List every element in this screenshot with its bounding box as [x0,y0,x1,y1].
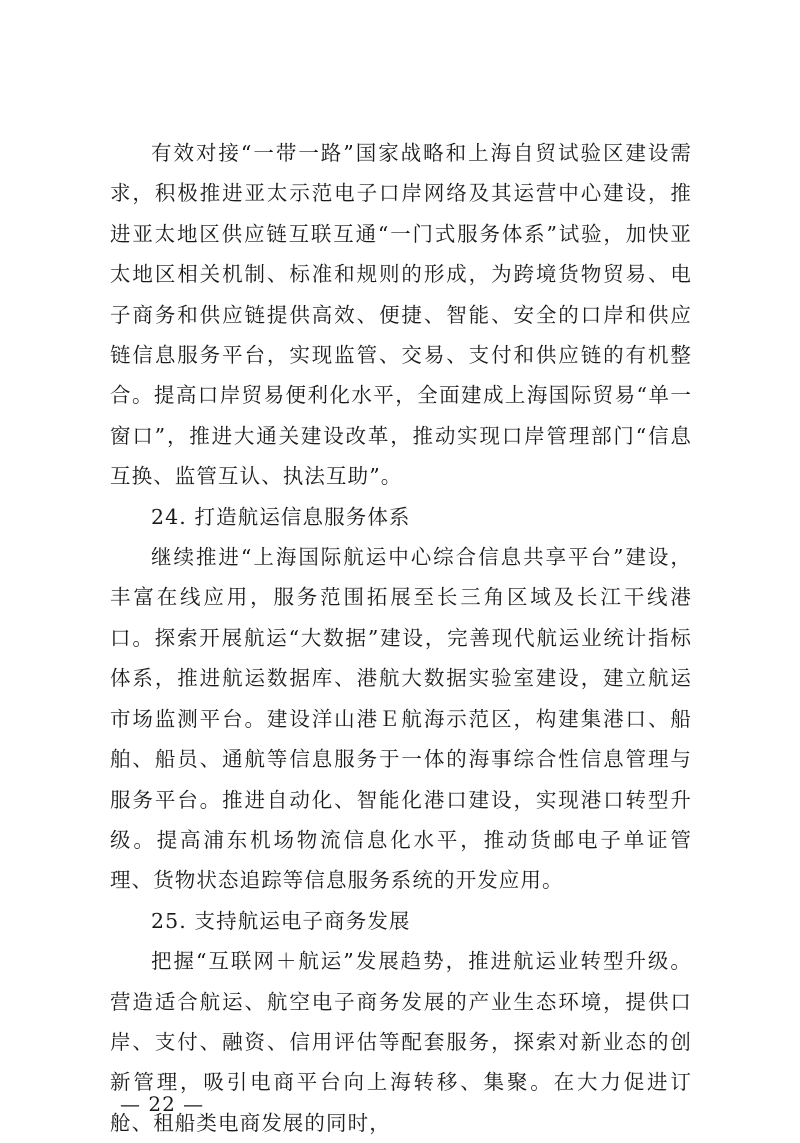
body-paragraph: 继续推进“上海国际航运中心综合信息共享平台”建设，丰富在线应用，服务范围拓展至长三角区域及长江干线港口。探索开展航运“大数据”建设，完善现代航运业统计指标体系，推进航运数据库、港航大数据实验室建设，建立航运市场监测平台。建设洋山港Ｅ航海示范区，构建集港口、船舶、船员、通航等信息服务于一体的海事综合性信息管理与服务平台。推进自动化、智能化港口建设，实现港口转型升级。提高浦东机场物流信息化水平，推动货邮电子单证管理、货物状态追踪等信息服务系统的开发应用。 [110,545,692,893]
body-paragraph: 把握“互联网＋航运”发展趋势，推进航运业转型升级。营造适合航运、航空电子商务发展的产业生态环境，提供口岸、支付、融资、信用评估等配套服务，探索对新业态的创新管理，吸引电商平台向上海转移、集聚。在大力促进订舱、租船类电商发展的同时， [110,949,692,1135]
page-number: — 22 — [120,1092,205,1116]
document-body [110,133,692,1143]
body-paragraph: 有效对接“一带一路”国家战略和上海自贸试验区建设需求，积极推进亚太示范电子口岸网络及其运营中心建设，推进亚太地区供应链互联互通“一门式服务体系”试验，加快亚太地区相关机制、标准和规则的形成，为跨境货物贸易、电子商务和供应链提供高效、便捷、智能、安全的口岸和供应链信息服务平台，实现监管、交易、支付和供应链的有机整合。提高口岸贸易便利化水平，全面建成上海国际贸易“单一窗口”，推进大通关建设改革，推动实现口岸管理部门“信息互换、监管互认、执法互助”。 [110,141,692,489]
section-heading-25: 25. 支持航运电子商务发展 [151,908,411,933]
section-heading-24: 24. 打造航运信息服务体系 [151,504,411,529]
